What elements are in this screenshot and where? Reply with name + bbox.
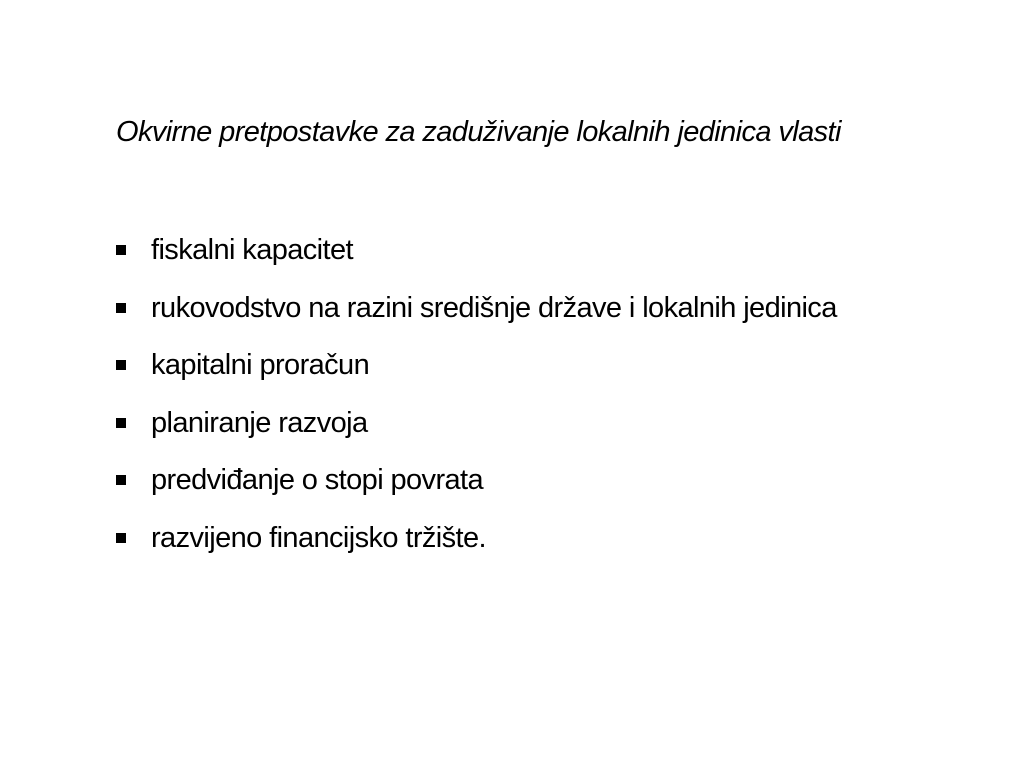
bullet-text: planiranje razvoja	[151, 406, 368, 439]
square-bullet-icon	[116, 360, 126, 370]
square-bullet-icon	[116, 418, 126, 428]
square-bullet-icon	[116, 475, 126, 485]
bullet-text: rukovodstvo na razini središnje države i lokalnih jedinica	[151, 291, 837, 324]
bullet-text: fiskalni kapacitet	[151, 234, 353, 266]
square-bullet-icon	[116, 245, 126, 255]
bullet-text: kapitalni proračun	[151, 349, 370, 382]
bullet-text: predviđanje o stopi povrata	[151, 464, 484, 497]
square-bullet-icon	[116, 303, 126, 313]
square-bullet-icon	[116, 533, 126, 543]
bullet-text: razvijeno financijsko tržište.	[151, 521, 486, 554]
slide-title: Okvirne pretpostavke za zaduživanje lokalnih jedinica vlasti	[116, 116, 841, 148]
